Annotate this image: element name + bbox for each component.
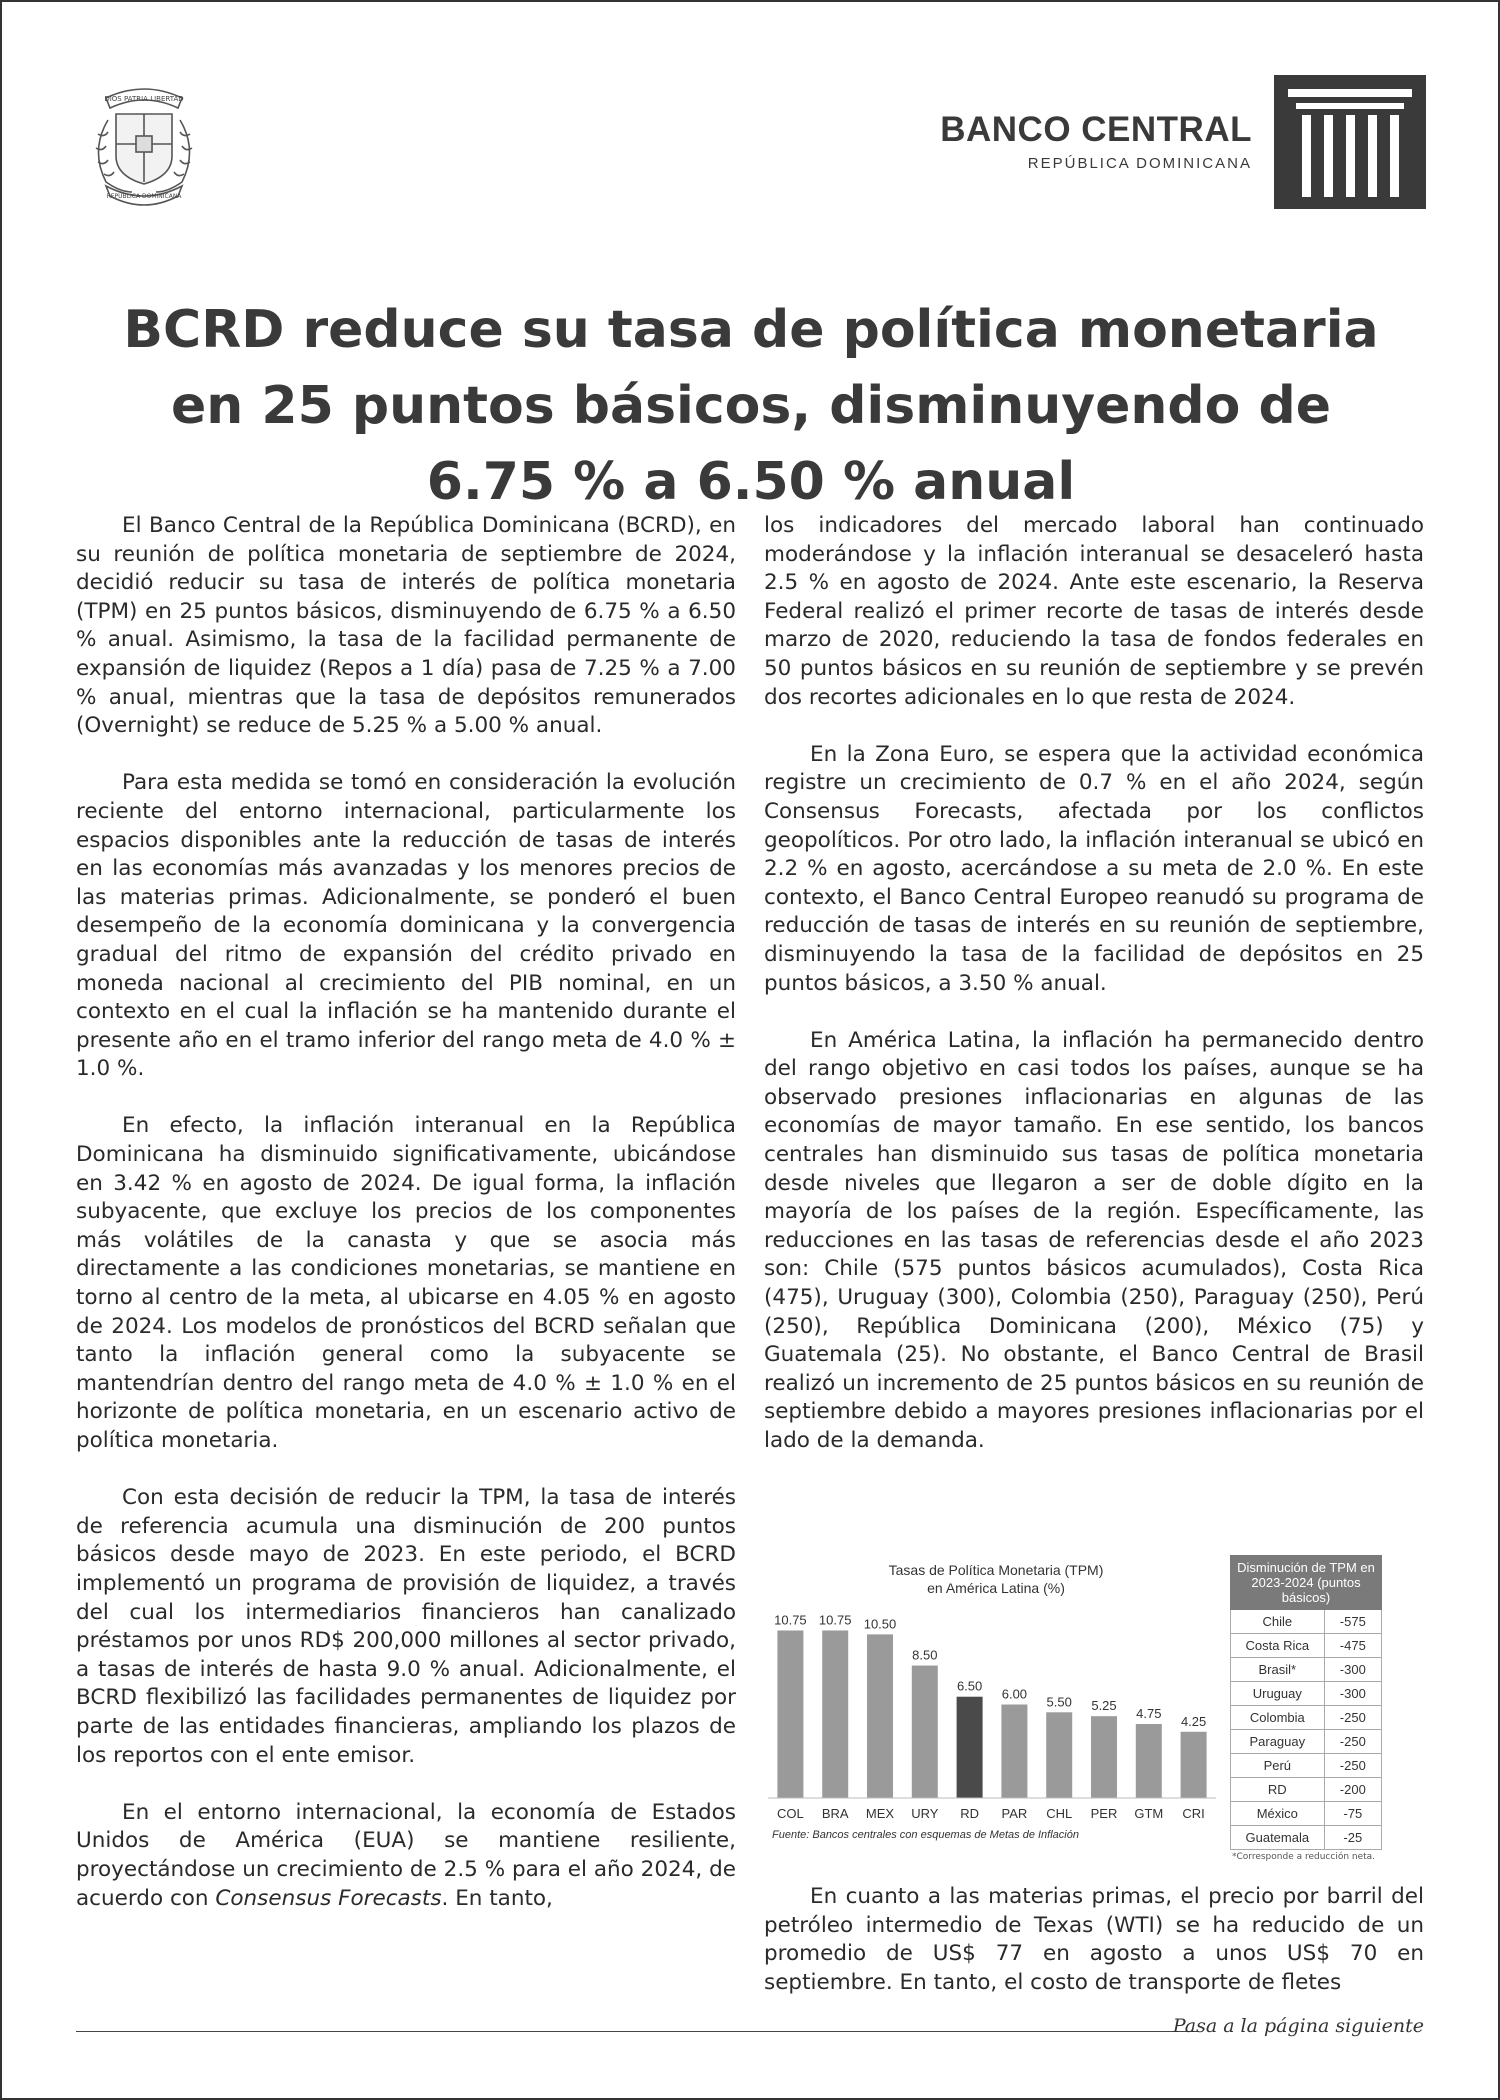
table-cell-country: Brasil* (1231, 1658, 1325, 1682)
left-column (76, 512, 736, 1913)
coat-ribbon-bottom: REPÚBLICA DOMINICANA (106, 193, 182, 200)
table-cell-value: -250 (1324, 1754, 1381, 1778)
table-row (1231, 1826, 1382, 1850)
table-row (1231, 1610, 1382, 1634)
bar-value-label: 8.50 (912, 1647, 938, 1663)
chart-title: Tasas de Política Monetaria (TPM) (888, 1562, 1104, 1578)
x-tick-label: PAR (1001, 1806, 1028, 1821)
table-row (1231, 1754, 1382, 1778)
paragraph: En efecto, la inflación interanual en la República Dominicana ha disminuido significativamente, ubicándose en 3.42 % en agosto de 2024. De igual forma, la inflación subyacente, que excluye los precios de los componentes más volátiles de la canasta y que se asocia más directamente a las condiciones monetarias, se mantiene en torno al centro de la meta, al ubicarse en 4.05 % en agosto de 2024. Los modelos de pronósticos del BCRD señalan que tanto la inflación general como la subyacente se mantendrían dentro del rango meta de 4.0 % ± 1.0 % en el horizonte de política monetaria, en un escenario activo de política monetaria. (76, 1113, 736, 1453)
bar-value-label: 5.25 (1091, 1698, 1117, 1714)
bar-value-label: 5.50 (1046, 1694, 1072, 1710)
reduction-table (1230, 1555, 1382, 1862)
paragraph: En la Zona Euro, se espera que la actividad económica registre un crecimiento de 0.7 % en el año 2024, según Consensus Forecasts, afectada por los conflictos geopolíticos. Por otro lado, la inflación interanual se ubicó en 2.2 % en agosto, acercándose a su meta de 2.0 %. En este contexto, el Banco Central Europeo reanudó su programa de reducción de tasas de interés en su reunión de septiembre, disminuyendo la tasa de la facilidad de depósitos en 25 puntos básicos, a 3.50 % anual. (764, 741, 1424, 996)
table-cell-country: Paraguay (1231, 1730, 1325, 1754)
table-cell-country: Guatemala (1231, 1826, 1325, 1850)
bank-columns-logo-icon (1274, 75, 1426, 209)
table-row (1231, 1634, 1382, 1658)
table-cell-country: Perú (1231, 1754, 1325, 1778)
paragraph: El Banco Central de la República Dominicana (BCRD), en su reunión de política monetaria de septiembre de 2024, decidió reducir su tasa de interés de política monetaria (TPM) en 25 puntos básicos, disminuyendo de 6.75 % a 6.50 % anual. Asimismo, la tasa de la facilidad permanente de expansión de liquidez (Repos a 1 día) pasa de 7.25 % a 7.00 % anual, mientras que la tasa de depósitos remunerados (Overnight) se reduce de 5.25 % a 5.00 % anual. (76, 513, 736, 739)
table-cell-value: -250 (1324, 1730, 1381, 1754)
table-cell-value: -300 (1324, 1658, 1381, 1682)
footer-divider (76, 2031, 1198, 2032)
title-line-2: en 25 puntos básicos, disminuyendo de (171, 376, 1331, 436)
table-cell-value: -75 (1324, 1802, 1381, 1826)
bar-cri (1181, 1732, 1207, 1798)
table-cell-value: -200 (1324, 1778, 1381, 1802)
table-header: Disminución de TPM en 2023-2024 (puntos básicos) (1231, 1556, 1382, 1610)
table-cell-country: Costa Rica (1231, 1634, 1325, 1658)
paragraph-italic: Consensus Forecasts (215, 1885, 442, 1911)
title-line-3: 6.75 % a 6.50 % anual (426, 452, 1076, 512)
bar-chl (1046, 1712, 1072, 1798)
x-tick-label: COL (777, 1806, 804, 1821)
bar-ury (912, 1666, 938, 1798)
chart-source: Fuente: Bancos centrales con esquemas de Metas de Inflación (772, 1829, 1079, 1841)
brand-subtitle: REPÚBLICA DOMINICANA (1027, 154, 1252, 172)
paragraph: los indicadores del mercado laboral han continuado moderándose y la inflación interanual se desaceleró hasta 2.5 % en agosto de 2024. Ante este escenario, la Reserva Federal realizó el primer recorte de tasas de interés desde marzo de 2020, reduciendo la tasa de fondos federales en 50 puntos básicos en su reunión de septiembre y se prevén dos recortes adicionales en lo que resta de 2024. (764, 513, 1424, 710)
chart-figure (764, 1553, 1424, 1862)
x-tick-label: CRI (1182, 1806, 1205, 1821)
paragraph: Con esta decisión de reducir la TPM, la tasa de interés de referencia acumula una disminución de 200 puntos básicos desde mayo de 2023. En este periodo, el BCRD implementó un programa de provisión de liquidez, a través del cual los intermediarios financieros han canalizado préstamos por unos RD$ 200,000 millones al sector privado, a tasas de interés de hasta 9.0 % anual. Adicionalmente, el BCRD flexibilizó las facilidades permanentes de liquidez por parte de las entidades financieras, ampliando los plazos de los reportos con el ente emisor. (76, 1485, 736, 1768)
footer-next-page: Pasa a la página siguiente (1172, 2015, 1424, 2037)
paragraph-text: . En tanto, (441, 1885, 553, 1911)
table-cell-country: Colombia (1231, 1706, 1325, 1730)
paragraph (76, 1799, 736, 1913)
right-column-bottom (764, 1883, 1424, 1997)
table-row (1231, 1682, 1382, 1706)
bars-group (774, 1612, 1206, 1821)
x-tick-label: MEX (865, 1806, 895, 1821)
bar-per (1091, 1716, 1117, 1798)
table-cell-country: México (1231, 1802, 1325, 1826)
x-tick-label: BRA (821, 1806, 849, 1821)
table-cell-value: -300 (1324, 1682, 1381, 1706)
table-cell-value: -25 (1324, 1826, 1381, 1850)
bar-mex (867, 1634, 893, 1798)
bar-value-label: 10.50 (863, 1616, 897, 1632)
x-tick-label: URY (911, 1806, 939, 1821)
table-row (1231, 1706, 1382, 1730)
bar-value-label: 6.50 (956, 1678, 983, 1694)
table-note: *Corresponde a reducción neta. (1232, 1852, 1376, 1862)
coat-ribbon-top: DIOS PATRIA LIBERTAD (104, 95, 184, 103)
dominican-coat-of-arms-icon (76, 74, 212, 210)
bar-gtm (1136, 1724, 1162, 1798)
table-row (1231, 1778, 1382, 1802)
bar-value-label: 4.25 (1180, 1713, 1207, 1729)
table-cell-value: -575 (1324, 1610, 1381, 1634)
bar-rd (957, 1697, 983, 1798)
table-row (1231, 1658, 1382, 1682)
chart-subtitle: en América Latina (%) (927, 1580, 1065, 1596)
title-line-1: BCRD reduce su tasa de política monetaria (123, 300, 1379, 360)
paragraph: En América Latina, la inflación ha permanecido dentro del rango objetivo en casi todos los países, aunque se ha observado presiones inflacionarias en algunas de las economías de mayor tamaño. En ese sentido, los bancos centrales han disminuido sus tasas de política monetaria desde niveles que llegaron a ser de doble dígito en la mayoría de los países de la región. Específicamente, las reducciones en las tasas de referencias desde el año 2023 son: Chile (575 puntos básicos acumulados), Costa Rica (475), Uruguay (300), Colombia (250), Paraguay (250), Perú (250), República Dominicana (200), México (75) y Guatemala (25). No obstante, el Banco Central de Brasil realizó un incremento de 25 puntos básicos en su reunión de septiembre debido a mayores presiones inflacionarias por el lado de la demanda. (764, 1027, 1424, 1453)
brand-name: BANCO CENTRAL (940, 110, 1252, 150)
x-tick-label: RD (960, 1806, 979, 1821)
table-cell-value: -250 (1324, 1706, 1381, 1730)
bar-par (1001, 1705, 1027, 1799)
page-title (76, 292, 1426, 520)
x-tick-label: GTM (1134, 1806, 1164, 1821)
table-row (1231, 1730, 1382, 1754)
paragraph: En cuanto a las materias primas, el precio por barril del petróleo intermedio de Texas (WTI) se ha reducido de un promedio de US$ 77 en agosto a unos US$ 70 en septiembre. En tanto, el costo de transporte de fletes (764, 1884, 1424, 1995)
table-row (1231, 1802, 1382, 1826)
table-cell-value: -475 (1324, 1634, 1381, 1658)
bar-value-label: 6.00 (1001, 1686, 1028, 1702)
bar-bra (822, 1630, 848, 1798)
table-cell-country: Uruguay (1231, 1682, 1325, 1706)
x-tick-label: PER (1090, 1806, 1118, 1821)
x-tick-label: CHL (1046, 1806, 1073, 1821)
paragraph: Para esta medida se tomó en consideración la evolución reciente del entorno internacional, particularmente los espacios disponibles ante la reducción de tasas de interés en las economías más avanzadas y los menores precios de las materias primas. Adicionalmente, se ponderó el buen desempeño de la economía dominicana y la convergencia gradual del ritmo de expansión del crédito privado en moneda nacional al crecimiento del PIB nominal, en un contexto en el cual la inflación se ha mantenido durante el presente año en el tramo inferior del rango meta de 4.0 % ± 1.0 %. (76, 770, 736, 1082)
bar-value-label: 10.75 (774, 1612, 807, 1628)
brand (940, 74, 1426, 210)
right-column (764, 512, 1424, 1456)
tpm-bar-chart (764, 1553, 1226, 1859)
bar-value-label: 10.75 (818, 1612, 852, 1628)
header (76, 72, 1426, 212)
paragraph-text: En el entorno internacional, la economía de Estados Unidos de América (EUA) se mantiene resiliente, proyectándose un crecimiento de 2.5 % para el año 2024, de acuerdo con (76, 1799, 736, 1911)
table-cell-country: RD (1231, 1778, 1325, 1802)
bar-col (777, 1630, 803, 1798)
table-cell-country: Chile (1231, 1610, 1325, 1634)
bar-value-label: 4.75 (1136, 1705, 1162, 1721)
